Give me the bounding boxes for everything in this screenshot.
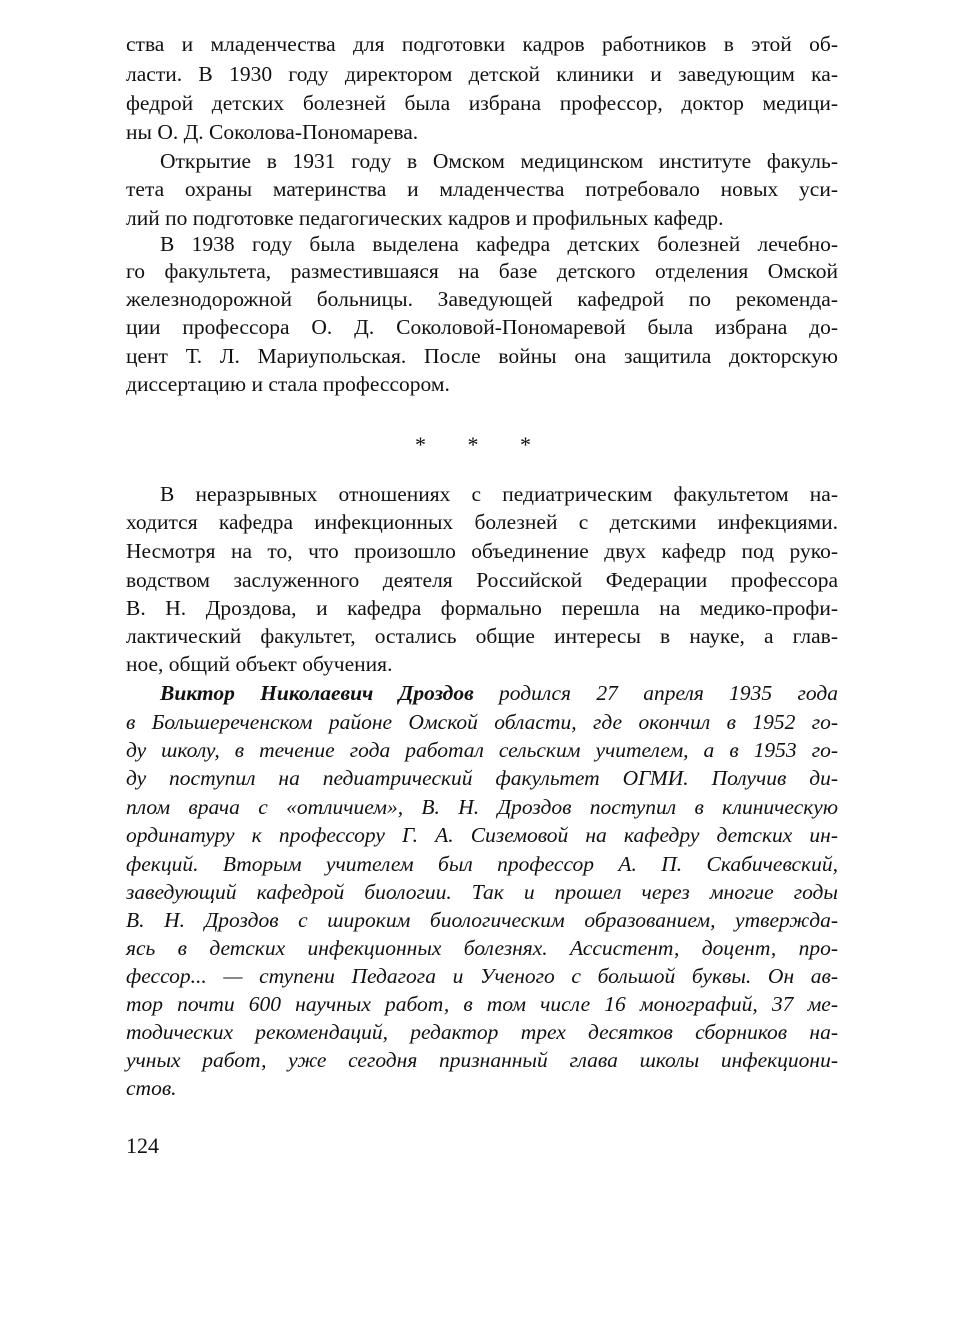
text-line: фекций. Вторым учителем был профессор А. П. Скабичевский, <box>126 852 838 876</box>
text-line: федрой детских болезней была избрана профессор, доктор медици- <box>126 91 838 115</box>
text-line: го факультета, разместившаяся на базе детского отделения Омской <box>126 259 838 283</box>
text-line: Открытие в 1931 году в Омском медицинском институте факуль- <box>160 149 838 173</box>
text-line: водством заслуженного деятеля Российской Федерации профессора <box>126 568 838 592</box>
text-line: лактический факультет, остались общие интересы в науке, а глав- <box>126 624 838 648</box>
text-line: цент Т. Л. Мариупольская. После войны она защитила докторскую <box>126 344 838 368</box>
text-line: ду поступил на педиатрический факультет ОГМИ. Получив ди- <box>126 766 838 790</box>
text-line: учных работ, уже сегодня признанный глава школы инфекциони- <box>126 1048 838 1072</box>
text-line: ное, общий объект обучения. <box>126 652 393 676</box>
text-line: тета охраны материнства и младенчества потребовало новых уси- <box>126 177 838 201</box>
text-line: в Большереченском районе Омской области, где окончил в 1952 го- <box>126 710 838 734</box>
text-line: диссертацию и стала профессором. <box>126 372 450 396</box>
text-line: В неразрывных отношениях с педиатрическим факультетом на- <box>160 482 838 506</box>
text-line: ласти. В 1930 году директором детской клиники и заведующим ка- <box>126 62 838 86</box>
text-line: заведующий кафедрой биологии. Так и прошел через многие годы <box>126 880 838 904</box>
text-line: ции профессора О. Д. Соколовой-Пономаревой была избрана до- <box>126 315 838 339</box>
text-line: тодических рекомендаций, редактор трех десятков сборников на- <box>126 1020 838 1044</box>
text-line: ны О. Д. Соколова-Пономарева. <box>126 120 419 144</box>
text-line: В. Н. Дроздов с широким биологическим образованием, утвержда- <box>126 908 838 932</box>
text-line: тор почти 600 научных работ, в том числе 16 монографий, 37 ме- <box>126 992 838 1016</box>
section-separator: * * * <box>415 432 549 457</box>
page-number: 124 <box>126 1133 159 1158</box>
text-line: ходится кафедра инфекционных болезней с детскими инфекциями. <box>126 510 838 534</box>
text-line: ясь в детских инфекционных болезнях. Ассистент, доцент, про- <box>126 936 838 960</box>
text-line: В 1938 году была выделена кафедра детских болезней лечебно- <box>160 232 838 256</box>
text-line: ординатуру к профессору Г. А. Сиземовой на кафедру детских ин- <box>126 823 838 847</box>
text-line: фессор... — ступени Педагога и Ученого с большой буквы. Он ав- <box>126 964 838 988</box>
person-name: Виктор Николаевич Дроздов <box>160 681 474 705</box>
text-line: плом врача с «отличием», В. Н. Дроздов поступил в клиническую <box>126 795 838 819</box>
text-line: лий по подготовке педагогических кадров и профильных кафедр. <box>126 206 724 230</box>
text-line: Несмотря на то, что произошло объединение двух кафедр под руко- <box>126 539 838 563</box>
text-fragment: родился 27 апреля 1935 года <box>473 681 839 705</box>
text-line: В. Н. Дроздова, и кафедра формально перешла на медико-профи- <box>126 596 838 620</box>
text-line <box>160 679 838 707</box>
text-line: ства и младенчества для подготовки кадров работников в этой об- <box>126 32 838 56</box>
text-line: ду школу, в течение года работал сельским учителем, а в 1953 го- <box>126 738 838 762</box>
text-line: стов. <box>126 1076 177 1100</box>
text-line: железнодорожной больницы. Заведующей кафедрой по рекоменда- <box>126 287 838 311</box>
